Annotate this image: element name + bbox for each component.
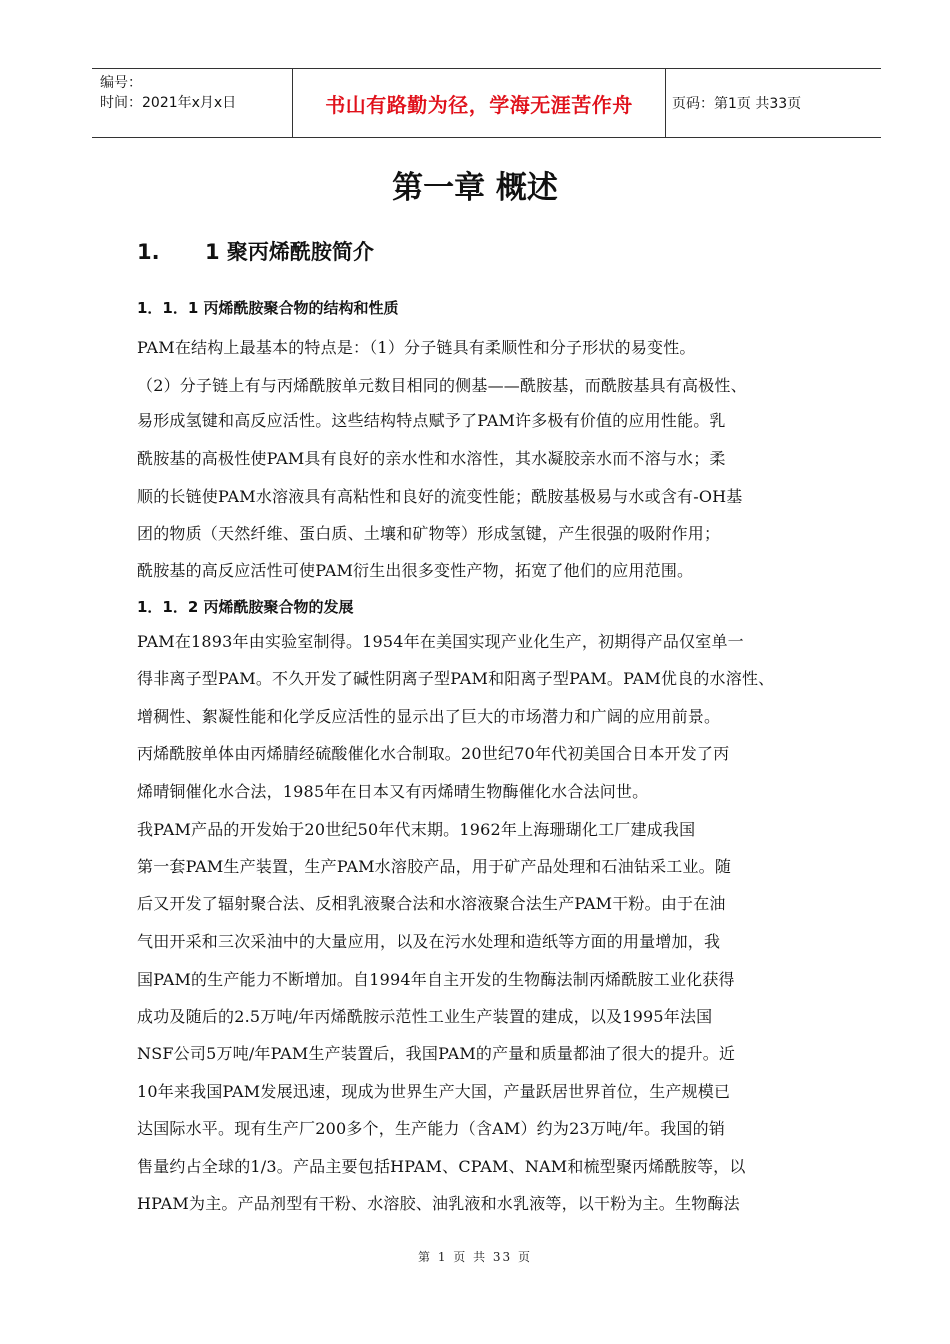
body-line: HPAM为主。产品剂型有干粉、水溶胶、油乳液和水乳液等，以干粉为主。生物酶法 — [137, 1194, 740, 1213]
section-title: 1 聚丙烯酰胺简介 — [205, 240, 374, 264]
body-line: 达国际水平。现有生产厂200多个，生产能力（含AM）约为23万吨/年。我国的销 — [137, 1119, 726, 1138]
body-line: 酰胺基的高极性使PAM具有良好的亲水性和水溶性，其水凝胶亲水而不溶与水；柔 — [137, 449, 726, 468]
body-line: PAM在1893年由实验室制得。1954年在美国实现产业化生产，初期得产品仅室单一 — [137, 632, 744, 651]
section-heading — [137, 236, 374, 266]
body-line: 国PAM的生产能力不断增加。自1994年自主开发的生物酶法制丙烯酰胺工业化获得 — [137, 970, 735, 989]
body-line: 顺的长链使PAM水溶液具有高粘性和良好的流变性能；酰胺基极易与水或含有-OH基 — [137, 487, 743, 506]
subsection-heading: 1．1．2 丙烯酰胺聚合物的发展 — [137, 598, 354, 616]
body-line: （2）分子链上有与丙烯酰胺单元数目相同的侧基——酰胺基，而酰胺基具有高极性、 — [137, 376, 747, 395]
header-motto: 书山有路勤为径，学海无涯苦作舟 — [325, 92, 633, 117]
body-line: 团的物质（天然纤维、蛋白质、土壤和矿物等）形成氢键，产生很强的吸附作用； — [137, 524, 721, 543]
time-label: 时间：2021年x月x日 — [100, 95, 237, 111]
body-line: 得非离子型PAM。不久开发了碱性阴离子型PAM和阳离子型PAM。PAM优良的水溶性、 — [137, 669, 775, 688]
section-number: 1. — [137, 240, 160, 264]
body-line: PAM在结构上最基本的特点是：（1）分子链具有柔顺性和分子形状的易变性。 — [137, 338, 696, 357]
body-line: 烯晴铜催化水合法，1985年在日本又有丙烯晴生物酶催化水合法问世。 — [137, 782, 649, 801]
page-header — [92, 68, 881, 138]
body-line: 增稠性、絮凝性能和化学反应活性的显示出了巨大的市场潜力和广阔的应用前景。 — [137, 707, 721, 726]
number-label: 编号： — [100, 75, 142, 91]
body-line: 酰胺基的高反应活性可使PAM衍生出很多变性产物，拓宽了他们的应用范围。 — [137, 561, 694, 580]
subsection-heading: 1．1．1 丙烯酰胺聚合物的结构和性质 — [137, 299, 399, 317]
body-line: 售量约占全球的1/3。产品主要包括HPAM、CPAM、NAM和梳型聚丙烯酰胺等，以 — [137, 1157, 746, 1176]
body-line: 易形成氢键和高反应活性。这些结构特点赋予了PAM许多极有价值的应用性能。乳 — [137, 411, 726, 430]
body-line: 气田开采和三次采油中的大量应用，以及在污水处理和造纸等方面的用量增加，我 — [137, 932, 721, 951]
header-divider — [665, 69, 666, 137]
body-line: 丙烯酰胺单体由丙烯腈经硫酸催化水合制取。20世纪70年代初美国合日本开发了丙 — [137, 744, 730, 763]
body-line: NSF公司5万吨/年PAM生产装置后，我国PAM的产量和质量都油了很大的提升。近 — [137, 1044, 736, 1063]
body-line: 我PAM产品的开发始于20世纪50年代末期。1962年上海珊瑚化工厂建成我国 — [137, 820, 696, 839]
header-meta — [100, 73, 296, 113]
page-footer: 第 1 页 共 33 页 — [418, 1250, 532, 1264]
body-line: 成功及随后的2.5万吨/年丙烯酰胺示范性工业生产装置的建成，以及1995年法国 — [137, 1007, 713, 1026]
chapter-title: 第一章 概述 — [392, 170, 558, 206]
body-line: 10年来我国PAM发展迅速，现成为世界生产大国，产量跃居世界首位，生产规模已 — [137, 1082, 731, 1101]
header-page-info: 页码：第1页 共33页 — [672, 96, 802, 112]
body-line: 第一套PAM生产装置，生产PAM水溶胶产品，用于矿产品处理和石油钻采工业。随 — [137, 857, 732, 876]
body-line: 后又开发了辐射聚合法、反相乳液聚合法和水溶液聚合法生产PAM干粉。由于在油 — [137, 894, 726, 913]
